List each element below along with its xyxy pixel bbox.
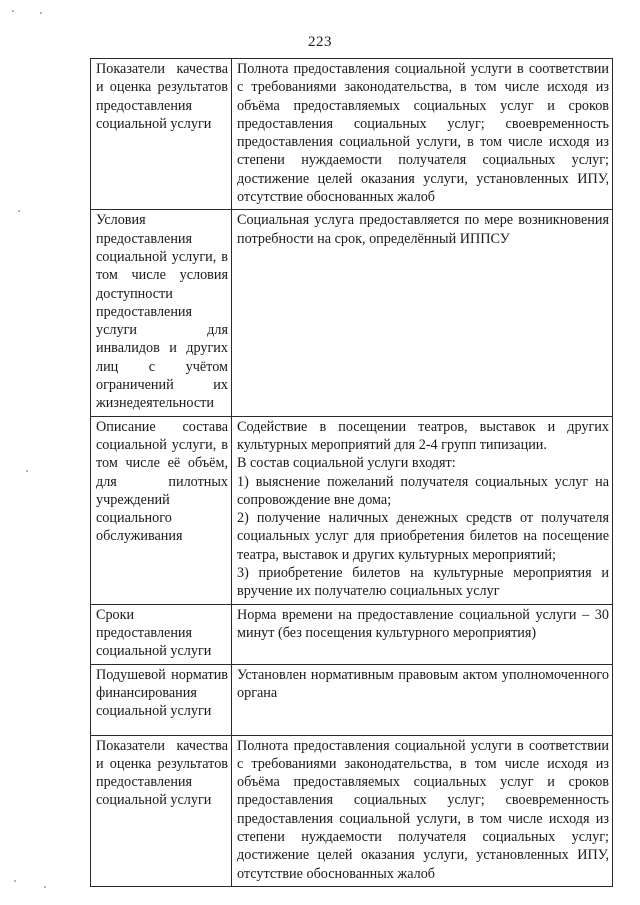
row-value: Социальная услуга предоставляется по мере возникновения потребности на срок, определённый ИППСУ bbox=[232, 210, 613, 416]
row-value: Полнота предоставления социальной услуги в соответствии с требованиями законодательства, в том числе исходя из объёма предоставляемых социальных услуг и сроков предоставления социальных услуг; своевременность предоставления социальной услуги, в том числе исходя из степени нуждаемости получателя социальных услуг; достижение целей оказания услуги, установленных ИПУ, отсутствие обоснованных жалоб bbox=[232, 59, 613, 210]
table-row bbox=[91, 59, 613, 210]
row-label: Описание состава социальной услуги, в том числе её объём, для пилотных учреждений социального обслуживания bbox=[91, 416, 232, 604]
service-composition-line: 1) выяснение пожеланий получателя социальных услуг на сопровождение вне дома; bbox=[237, 473, 609, 508]
service-composition-line: В состав социальной услуги входят: bbox=[237, 455, 456, 472]
row-label: Условия предоставления социальной услуги, в том числе условия доступности предоставления услуги для инвалидов и других лиц с учётом ограничений их жизнедеятельности bbox=[91, 210, 232, 416]
table-row bbox=[91, 210, 613, 416]
service-description-table bbox=[90, 58, 613, 887]
row-label: Подушевой норматив финансирования социальной услуги bbox=[91, 664, 232, 735]
scan-speck bbox=[44, 886, 46, 888]
scan-speck bbox=[40, 12, 42, 14]
row-label: Показатели качества и оценка результатов предоставления социальной услуги bbox=[91, 735, 232, 886]
service-composition-line: 3) приобретение билетов на культурные мероприятия и вручение их получателю социальных услуг bbox=[237, 565, 609, 600]
table-row bbox=[91, 664, 613, 735]
row-value: Полнота предоставления социальной услуги в соответствии с требованиями законодательства, в том числе исходя из объёма предоставляемых социальных услуг и сроков предоставления социальных услуг; своевременность предоставления социальной услуги, в том числе исходя из степени нуждаемости получателя социальных услуг; достижение целей оказания услуги, установленных ИПУ, отсутствие обоснованных жалоб bbox=[232, 735, 613, 886]
scan-speck bbox=[18, 210, 20, 212]
row-value: Норма времени на предоставление социальной услуги – 30 минут (без посещения культурного мероприятия) bbox=[232, 604, 613, 664]
scan-speck bbox=[26, 470, 28, 472]
scan-speck bbox=[14, 880, 16, 882]
row-value: Установлен нормативным правовым актом уполномоченного органа bbox=[232, 664, 613, 735]
row-label: Показатели качества и оценка результатов предоставления социальной услуги bbox=[91, 59, 232, 210]
scan-speck bbox=[12, 10, 14, 12]
table-row bbox=[91, 604, 613, 664]
service-composition-line: Содействие в посещении театров, выставок и других культурных мероприятий для 2-4 групп типизации. bbox=[237, 418, 609, 453]
service-composition-line: 2) получение наличных денежных средств от получателя социальных услуг для приобретения билетов на посещение театра, выставок и других культурных мероприятий; bbox=[237, 510, 609, 563]
table-row bbox=[91, 735, 613, 886]
row-label: Сроки предоставления социальной услуги bbox=[91, 604, 232, 664]
page-number: 223 bbox=[308, 34, 332, 50]
table-row bbox=[91, 416, 613, 604]
row-value bbox=[232, 416, 613, 604]
